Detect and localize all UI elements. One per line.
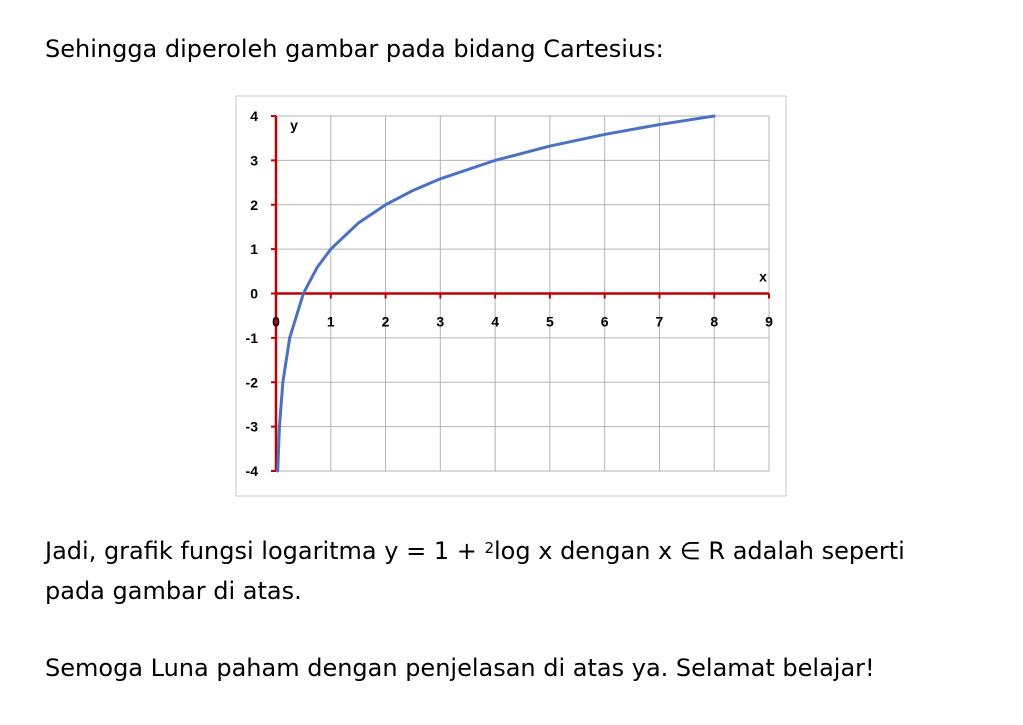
log-base: 2	[484, 539, 495, 557]
conclusion-suffix: log x dengan x ∈ R adalah seperti	[494, 537, 905, 565]
x-axis-label: x	[759, 268, 767, 285]
x-tick-label: 9	[765, 313, 773, 330]
x-tick-label: 3	[436, 313, 445, 330]
x-tick-label: 0	[272, 313, 280, 330]
x-tick-label: 7	[655, 313, 664, 330]
x-tick-label: 6	[600, 313, 609, 330]
y-tick-label: -3	[245, 418, 258, 435]
y-tick-label: 4	[250, 108, 258, 124]
y-tick-label: 2	[250, 196, 258, 213]
conclusion-text	[45, 536, 905, 566]
x-tick-label: 4	[491, 313, 500, 330]
x-tick-label: 8	[710, 313, 719, 330]
closing-text: Semoga Luna paham dengan penjelasan di atas ya. Selamat belajar!	[45, 654, 875, 682]
conclusion-line-2: pada gambar di atas.	[45, 577, 302, 605]
y-axis-label: y	[290, 117, 298, 133]
y-tick-label: -1	[245, 329, 258, 346]
y-tick-label: -4	[245, 463, 258, 479]
x-tick-label: 5	[545, 313, 554, 330]
y-tick-label: 1	[250, 241, 258, 258]
y-tick-label: -2	[245, 374, 258, 391]
y-tick-label: 0	[250, 285, 258, 302]
x-tick-label: 1	[326, 313, 335, 330]
x-tick-label: 2	[381, 313, 390, 330]
y-tick-label: 3	[250, 152, 258, 169]
conclusion-prefix: Jadi, grafik fungsi logaritma y = 1 +	[45, 537, 485, 565]
intro-text: Sehingga diperoleh gambar pada bidang Cartesius:	[45, 35, 664, 63]
